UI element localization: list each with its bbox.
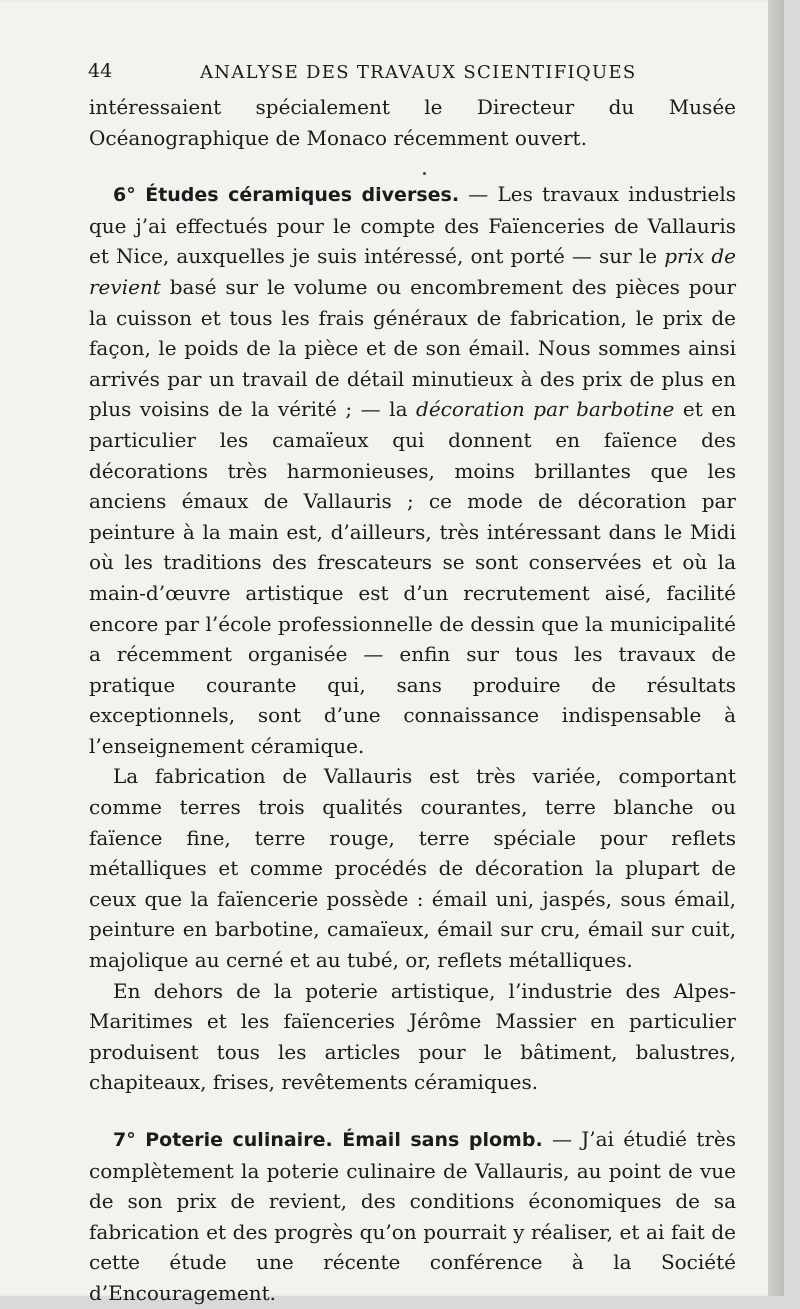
paragraph-section-6 — [89, 179, 736, 761]
emphasis-text: décoration par barbotine — [416, 397, 675, 422]
paragraph-text: — J’ai étudié très complètement la poterie culinaire de Vallauris, au point de vue de son prix de revient, des conditions économiques de sa fabrication et des progrès qu’on pourrait y réaliser, et ai fait de cette étude une récente conférence à la Société d’Encouragement. — [89, 1127, 736, 1305]
emphasis-text: prix de revient — [89, 244, 736, 299]
body-text — [89, 92, 736, 1309]
page-number: 44 — [88, 60, 113, 82]
paragraph-continuation — [89, 92, 736, 153]
paragraph-section-7 — [89, 1124, 736, 1309]
paragraph-text: En dehors de la poterie artistique, l’industrie des Alpes-Maritimes et les faïenceries Jérôme Massier en particulier produisent tous les articles pour le bâtiment, balustres, chapiteaux, frises, revêtements céramiques. — [89, 978, 736, 1095]
page-header — [88, 60, 736, 86]
running-head: ANALYSE DES TRAVAUX SCIENTIFIQUES — [200, 62, 637, 83]
section-heading-7: 7° Poterie culinaire. Émail sans plomb. — [113, 1129, 543, 1151]
paragraph-text: La fabrication de Vallauris est très variée, comportant comme terres trois qualités courantes, terre blanche ou faïence fine, terre rouge, terre spéciale pour reflets métalliques et comme procédés de décoration la plupart de ceux que la faïencerie possède : émail uni, jaspés, sous émail, peinture en barbotine, camaïeux, émail sur cru, émail sur cuit, majolique au cerné et au tubé, or, reflets métalliques. — [89, 764, 736, 973]
paragraph-text: intéressaient spécialement le Directeur du Musée Océanographique de Monaco récemment ouvert. — [89, 95, 736, 150]
paragraph-fabrication — [89, 761, 736, 975]
paragraph-text: basé sur le volume ou encombrement des pièces pour la cuisson et tous les frais généraux de fabrication, le prix de façon, le poids de la pièce et de son émail. Nous sommes ainsi arrivés par un travail de détail minutieux à des prix de plus en plus voisins de la vérité ; — la — [89, 274, 736, 422]
page-edge-shadow — [768, 0, 784, 1296]
section-heading-6: 6° Études céramiques diverses. — [113, 184, 460, 207]
paragraph-text: et en particulier les camaïeux qui donnent en faïence des décorations très harmonieuses, moins brillantes que les anciens émaux de Vallauris ; ce mode de décoration par peinture à la main est, d’ailleurs, très intéressant dans le Midi où les traditions des frescateurs se sont conservées et où la main-d’œuvre artistique est d’un recrutement aisé, facilité encore par l’école professionnelle de dessin que la municipalité a récemment organisée — enfin sur tous les travaux de pratique courante qui, sans produire de résultats exceptionnels, sont d’une connaissance indispensable à l’enseignement céramique. — [89, 397, 736, 758]
paragraph-text: — Les travaux industriels que j’ai effectués pour le compte des Faïenceries de Vallauris et Nice, auxquelles je suis intéressé, ont porté — sur le — [89, 182, 736, 269]
paragraph-alpes-maritimes — [89, 976, 736, 1098]
